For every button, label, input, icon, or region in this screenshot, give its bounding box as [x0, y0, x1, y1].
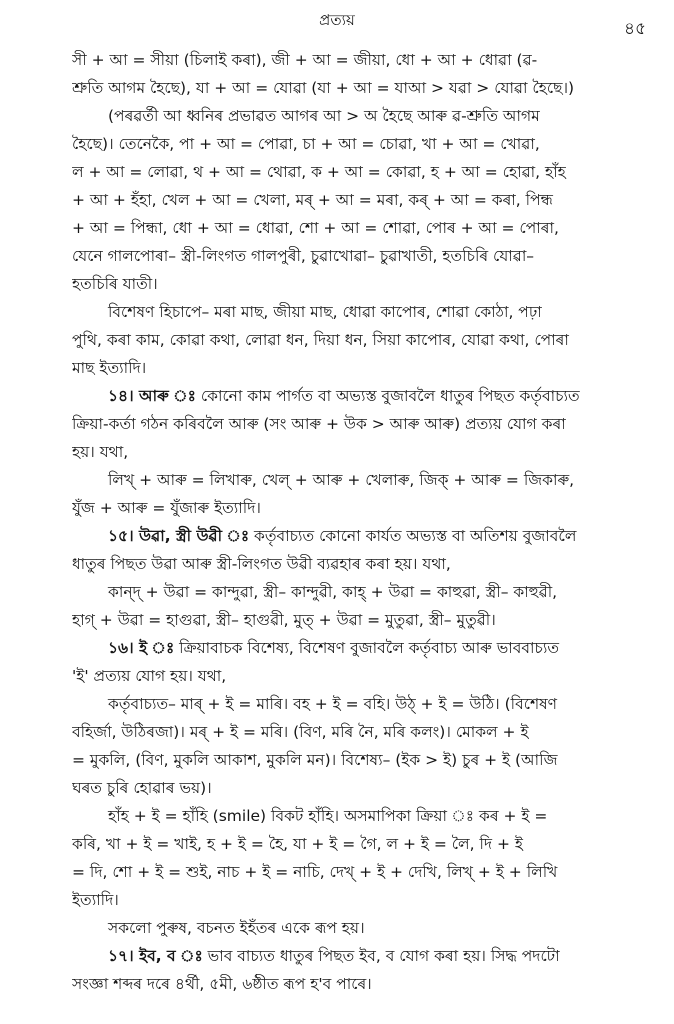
- text-line: সকলো পুৰুষ, বচনত ইহঁতৰ একে ৰূপ হয়।: [108, 919, 365, 937]
- text-line: সংজ্ঞা শব্দৰ দৰে ৪ৰ্থী, ৫মী, ৬ষ্ঠীত ৰূপ হ'ব পাৰে।: [72, 975, 372, 993]
- text-line: + আ = পিন্ধা, ধো + আ = ধোৱা, শো + আ = শোৱা, পোৰ + আ = পোৰা,: [72, 219, 559, 237]
- text-span: কৰ্তৃবাচ্যত কোনো কাৰ্যত অভ্যস্ত বা অতিশয় বুজাবলৈ: [249, 527, 577, 545]
- text-line: লিখ্ + আৰু = লিখাৰু, খেল্ + আৰু + খেলাৰু, জিক্ + আৰু = জিকাৰু,: [108, 471, 575, 489]
- section-17-line: [72, 942, 632, 970]
- section-16-heading: ১৬। ই ঃ: [108, 639, 175, 657]
- text-line: সী + আ = সীয়া (চিলাই কৰা), জী + আ = জীয়া, ধো + আ + ধোৱা (ৱ-: [72, 51, 538, 69]
- text-line: ধাতুৰ পিছত উৱা আৰু স্ত্ৰী-লিংগত উৱী ব্যৱহাৰ কৰা হয়। যথা,: [72, 555, 451, 573]
- text-span: ভাব বাচ্যত ধাতুৰ পিছত ইব, ব যোগ কৰা হয়। সিদ্ধ পদটো: [202, 947, 560, 965]
- text-line: বিশেষণ হিচাপে– মৰা মাছ, জীয়া মাছ, ধোৱা কাপোৰ, শোৱা কোঠা, পঢ়া: [108, 303, 542, 321]
- text-line: যেনে গালপোৰা– স্ত্ৰী-লিংগত গালপুৰী, চুৱাখোৱা– চুৱাখাতী, হতচিৰি যোৱা–: [72, 247, 535, 265]
- text-line: শ্ৰুতি আগম হৈছে), যা + আ = যোৱা (যা + আ = যাআ > যৱা > যোৱা হৈছে।): [72, 79, 575, 97]
- text-line: হাগ্ + উৱা = হাগুৱা, স্ত্ৰী– হাগুৱী, মুত্ + উৱা = মুতুৱা, স্ত্ৰী– মুতুৱী।: [72, 611, 496, 629]
- section-16-line: [72, 634, 632, 662]
- text-line: ল + আ = লোৱা, থ + আ = থোৱা, ক + আ = কোৱা, হ + আ = হোৱা, হাঁহ: [72, 163, 566, 181]
- page-body: [72, 46, 632, 998]
- text-line: (পৰৱৰ্তী আ ধ্বনিৰ প্ৰভাৱত আগৰ আ > অ হৈছে আৰু ৱ-শ্ৰুতি আগম: [108, 107, 540, 125]
- text-line: = দি, শো + ই = শুই, নাচ + ই = নাচি, দেখ্ + ই + দেখি, লিখ্ + ই + লিখি: [72, 863, 558, 881]
- text-line: হাঁহ + ই = হাঁহি (smile) বিকট হাঁহি। অসমাপিকা ক্ৰিয়া ঃ কৰ + ই =: [108, 807, 548, 825]
- section-14-heading: ১৪। আৰু ঃ: [108, 387, 196, 405]
- text-line: কৰ্তৃবাচ্যত– মাৰ্ + ই = মাৰি। বহ + ই = বহি। উঠ্ + ই = উঠি। (বিশেষণ: [108, 695, 558, 713]
- running-header: প্ৰত্যয়: [319, 11, 355, 29]
- text-line: ক্ৰিয়া-কৰ্তা গঠন কৰিবলৈ আৰু (সং আৰু + উক > আৰু আৰু) প্ৰত্যয় যোগ কৰা: [72, 415, 566, 433]
- text-line: হতচিৰি যাতী।: [72, 275, 158, 293]
- text-line: 'ই' প্ৰত্যয় যোগ হয়। যথা,: [72, 667, 227, 685]
- text-line: যুঁজ + আৰু = যুঁজাৰু ইত্যাদি।: [72, 499, 261, 517]
- section-15-line: [72, 522, 632, 550]
- page-number: ৪৫: [623, 19, 646, 39]
- section-14-line: [72, 382, 632, 410]
- text-line: কান্দ্ + উৱা = কান্দুৱা, স্ত্ৰী– কান্দুৱী, কাহ্ + উৱা = কাহুৱা, স্ত্ৰী– কাহুৱী,: [108, 583, 558, 601]
- text-span: ক্ৰিয়াবাচক বিশেষ্য, বিশেষণ বুজাবলৈ কৰ্তৃবাচ্য আৰু ভাববাচ্যত: [174, 639, 560, 657]
- text-line: মাছ ইত্যাদি।: [72, 359, 147, 377]
- text-line: = মুকলি, (বিণ, মুকলি আকাশ, মুকলি মন)। বিশেষ্য– (ইক > ই) চুৰ + ই (আজি: [72, 751, 558, 769]
- text-span: কোনো কাম পাৰ্গত বা অভ্যস্ত বুজাবলৈ ধাতুৰ পিছত কৰ্তৃবাচ্যত: [195, 387, 580, 405]
- text-line: পুথি, কৰা কাম, কোৱা কথা, লোৱা ধন, দিয়া ধন, সিয়া কাপোৰ, যোৱা কথা, পোৰা: [72, 331, 569, 349]
- text-line: কৰি, খা + ই = খাই, হ + ই = হৈ, যা + ই = গৈ, ল + ই = লৈ, দি + ই: [72, 835, 523, 853]
- section-15-heading: ১৫। উৱা, স্ত্ৰী উৱী ঃ: [108, 527, 250, 545]
- text-line: বহিৰ্জা, উঠিৰজা)। মৰ্ + ই = মৰি। (বিণ, মৰি নৈ, মৰি কলং)। মোকল + ই: [72, 723, 529, 741]
- text-line: ঘৰত চুৰি হোৱাৰ ভয়)।: [72, 779, 212, 797]
- section-17-heading: ১৭। ইব, ব ঃ: [108, 947, 203, 965]
- text-line: হৈছে)। তেনেকৈ, পা + আ = পোৱা, চা + আ = চোৱা, খা + আ = খোৱা,: [72, 135, 540, 153]
- text-line: ইত্যাদি।: [72, 891, 119, 909]
- text-line: হয়। যথা,: [72, 443, 129, 461]
- text-line: + আ + হঁহা, খেল + আ = খেলা, মৰ্ + আ = মৰা, কৰ্ + আ = কৰা, পিন্ধ: [72, 191, 553, 209]
